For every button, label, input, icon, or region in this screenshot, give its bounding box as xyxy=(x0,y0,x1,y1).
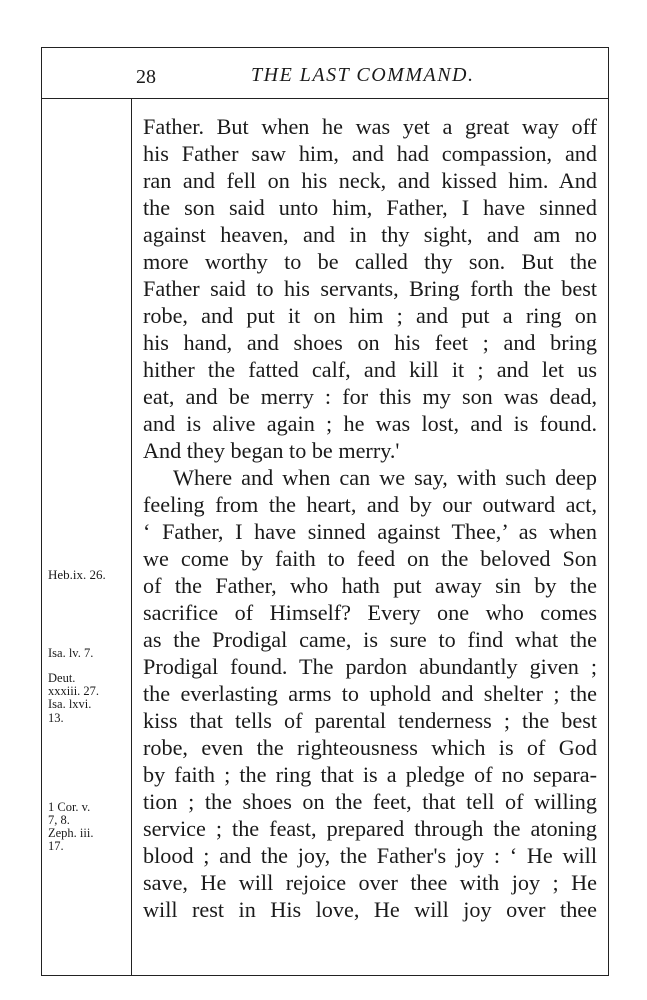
page-number: 28 xyxy=(136,66,156,88)
text-line: as the Prodigal came, is sure to find what the xyxy=(143,627,597,652)
text-line: his Father saw him, and had compassion, and xyxy=(143,141,597,166)
text-line: Prodigal found. The pardon abundantly given ; xyxy=(143,654,597,679)
text-line: eat, and be merry : for this my son was dead, xyxy=(143,384,597,409)
margin-note: 13. xyxy=(48,711,64,725)
text-line: the everlasting arms to uphold and shelter ; the xyxy=(143,681,597,706)
text-line: And they began to be merry.' xyxy=(143,438,400,463)
header-rule xyxy=(41,98,609,99)
text-line: of the Father, who hath put away sin by the xyxy=(143,573,597,598)
text-line: ran and fell on his neck, and kissed him. And xyxy=(143,168,597,193)
text-line: Where and when can we say, with such deep xyxy=(173,465,597,490)
margin-note: Isa. lxvi. xyxy=(48,697,92,711)
running-head: THE LAST COMMAND. xyxy=(251,64,475,86)
margin-note: Zeph. iii. xyxy=(48,826,94,840)
text-line: the son said unto him, Father, I have sinned xyxy=(143,195,597,220)
text-line: by faith ; the ring that is a pledge of no separa- xyxy=(143,762,597,787)
text-line: kiss that tells of parental tenderness ; the best xyxy=(143,708,597,733)
text-line: robe, and put it on him ; and put a ring on xyxy=(143,303,597,328)
text-line: will rest in His love, He will joy over thee xyxy=(143,897,597,922)
text-line: we come by faith to feed on the beloved Son xyxy=(143,546,597,571)
text-line: Father. But when he was yet a great way off xyxy=(143,114,597,139)
text-line: more worthy to be called thy son. But the xyxy=(143,249,597,274)
text-line: hither the fatted calf, and kill it ; and let us xyxy=(143,357,597,382)
margin-note: Deut. xyxy=(48,671,76,685)
text-line: his hand, and shoes on his feet ; and bring xyxy=(143,330,597,355)
margin-note: Isa. lv. 7. xyxy=(48,646,94,660)
text-line: tion ; the shoes on the feet, that tell of willing xyxy=(143,789,597,814)
text-line: service ; the feast, prepared through the atoning xyxy=(143,816,597,841)
text-line: save, He will rejoice over thee with joy ; He xyxy=(143,870,597,895)
text-line: against heaven, and in thy sight, and am no xyxy=(143,222,597,247)
text-line: Father said to his servants, Bring forth the best xyxy=(143,276,597,301)
margin-rule xyxy=(131,98,132,976)
text-line: robe, even the righteousness which is of God xyxy=(143,735,597,760)
text-line: and is alive again ; he was lost, and is found. xyxy=(143,411,597,436)
margin-note: 1 Cor. v. xyxy=(48,800,91,814)
text-line: blood ; and the joy, the Father's joy : ‘ He will xyxy=(143,843,597,868)
margin-note: 7, 8. xyxy=(48,813,70,827)
text-line: ‘ Father, I have sinned against Thee,’ as when xyxy=(143,519,597,544)
text-line: feeling from the heart, and by our outward act, xyxy=(143,492,597,517)
text-line: sacrifice of Himself? Every one who comes xyxy=(143,600,597,625)
margin-note: xxxiii. 27. xyxy=(48,684,100,698)
margin-note: Heb.ix. 26. xyxy=(48,567,106,582)
margin-note: 17. xyxy=(48,839,64,853)
